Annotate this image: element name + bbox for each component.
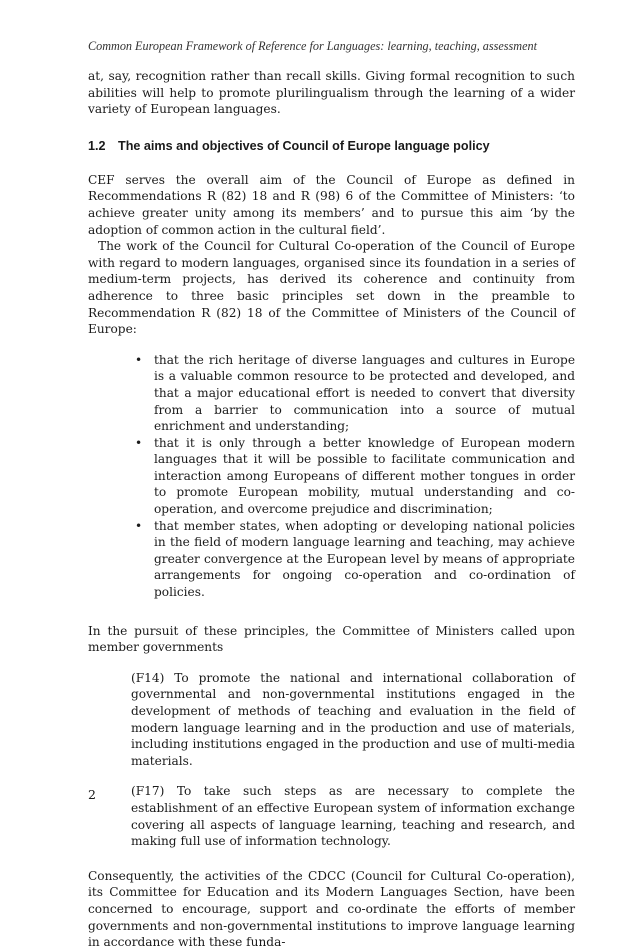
principles-list — [88, 352, 575, 601]
running-header: Common European Framework of Reference for Languages: learning, teaching, assessment — [88, 39, 537, 53]
section-heading — [88, 138, 575, 154]
list-item: • that it is only through a better knowledge of European modern languages that it will be possible to facilitate communication and interaction among Europeans of different mother tongues in order to promote European mobility, mutual understanding and co-operation, and overcome prejudice and discrimination; — [135, 435, 575, 518]
paragraph-2: The work of the Council for Cultural Co-operation of the Council of Europe with regard to modern languages, organised since its foundation in a series of medium-term projects, has derived its coherence and continuity from adherence to three basic principles set down in the preamble to Recommendation R (82) 18 of the Committee of Ministers of the Council of Europe: — [88, 239, 575, 337]
paragraph-3: In the pursuit of these principles, the Committee of Ministers called upon member governments — [88, 623, 575, 655]
section-number: 1.2 — [88, 138, 106, 153]
quoted-recommendations — [131, 670, 575, 850]
list-item: • that member states, when adopting or developing national policies in the field of modern language learning and teaching, may achieve greater convergence at the European level by means of appropriate arrangements for ongoing co-operation and co-ordination of policies. — [135, 518, 575, 601]
section-title: The aims and objectives of Council of Europe language policy — [118, 138, 490, 153]
intro-paragraph: at, say, recognition rather than recall skills. Giving formal recognition to such abilities will help to promote plurilingualism through the learning of a wider variety of European languages. — [88, 69, 575, 117]
list-item: • that the rich heritage of diverse languages and cultures in Europe is a valuable common resource to be protected and developed, and that a major educational effort is needed to convert that diversity from a barrier to communication into a source of mutual enrichment and understanding; — [135, 352, 575, 435]
page-number: 2 — [88, 787, 96, 802]
paragraph-1: CEF serves the overall aim of the Council of Europe as defined in Recommendations R (82) 18 and R (98) 6 of the Committee of Ministers: ‘to achieve greater unity among its members’ and to pursue this aim ‘by the adoption of common action in the cultural field’. — [88, 172, 575, 237]
quote-f17: (F17) To take such steps as are necessary to complete the establishment of an effective European system of information exchange covering all aspects of language learning, teaching and research, and making full use of information technology. — [131, 784, 575, 849]
quote-f14: (F14) To promote the national and international collaboration of governmental and non-governmental institutions engaged in the development of methods of teaching and evaluation in the field of modern language learning and in the production and use of materials, including institutions engaged in the production and use of multi-media materials. — [131, 670, 575, 768]
page-body — [88, 68, 575, 951]
paragraph-4: Consequently, the activities of the CDCC (Council for Cultural Co-operation), its Committee for Education and its Modern Languages Section, have been concerned to encourage, support and co-ordinate the efforts of member governments and non-governmental institutions to improve language learning in accordance with these funda- — [88, 868, 575, 950]
